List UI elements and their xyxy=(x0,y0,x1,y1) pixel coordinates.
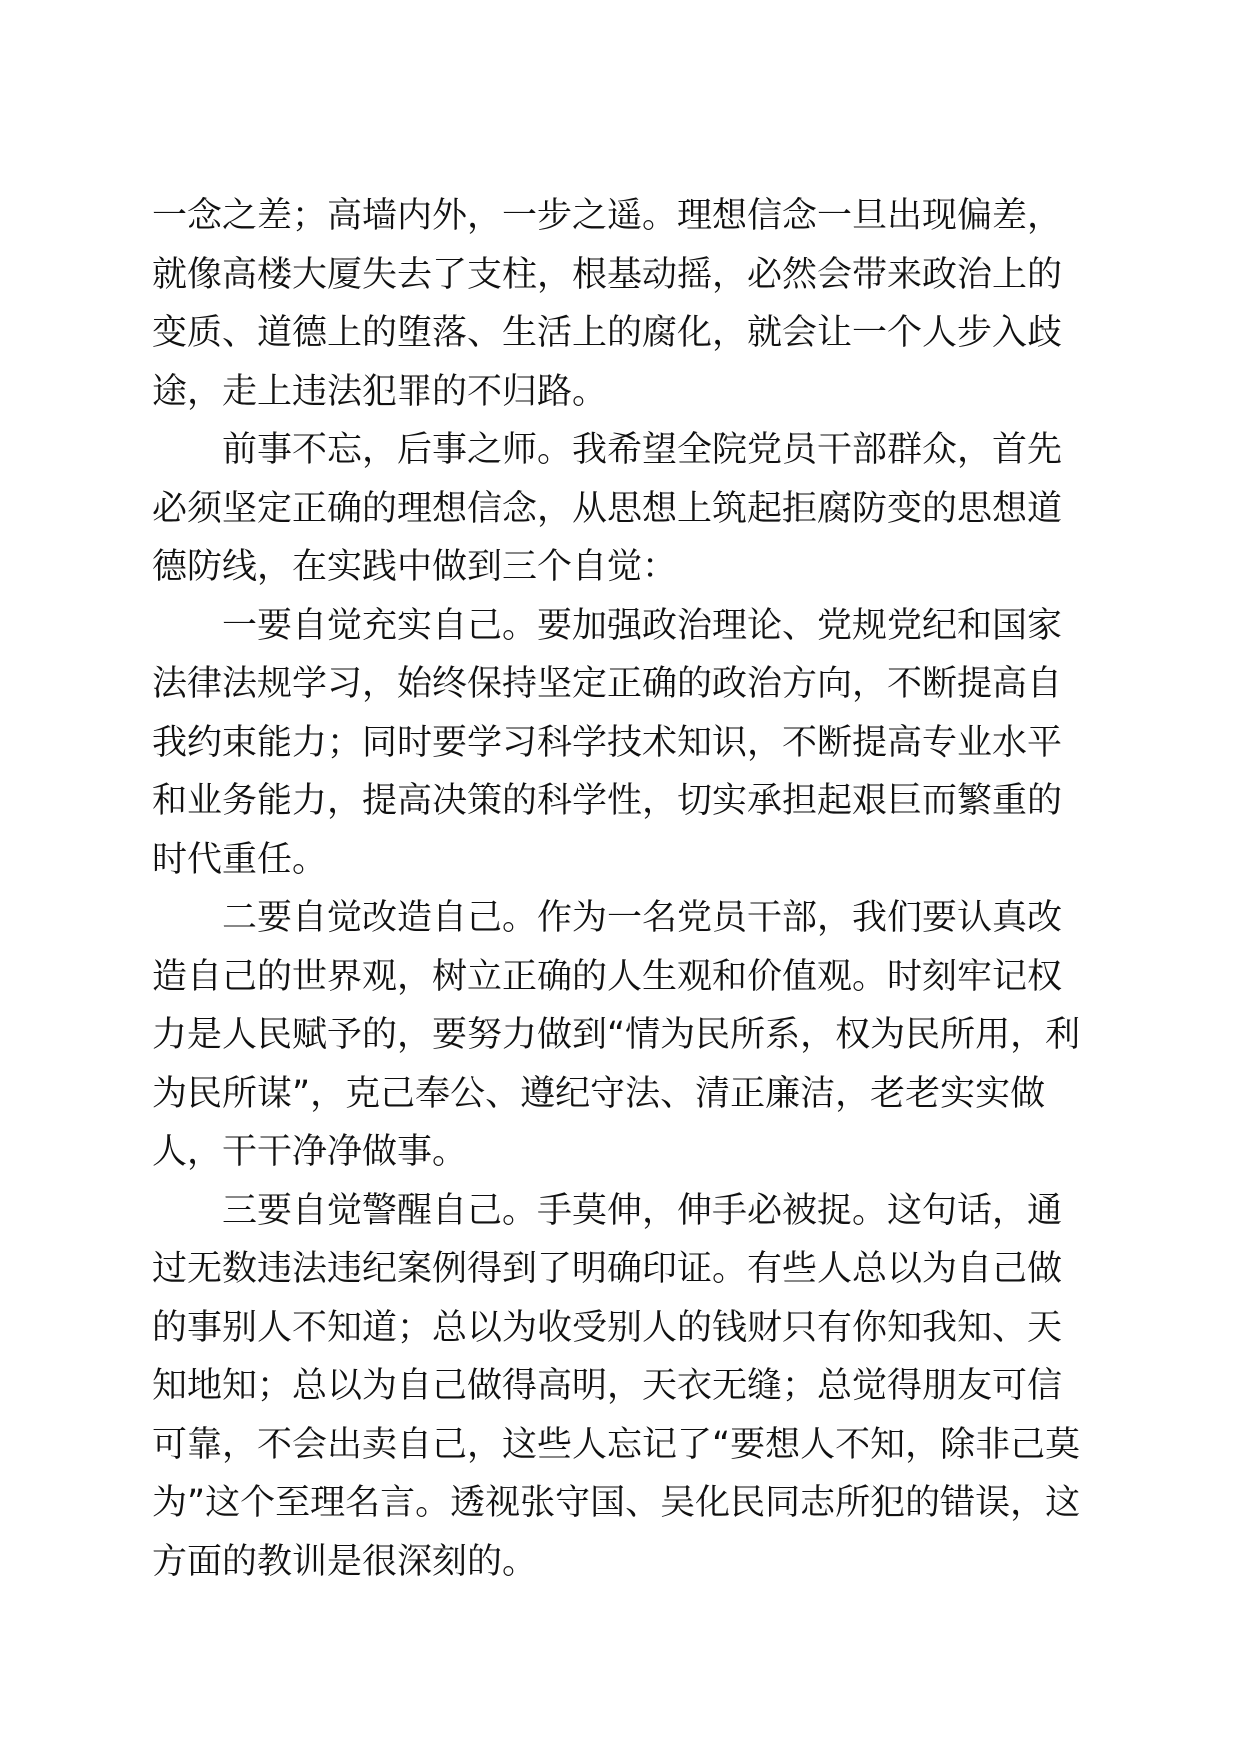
paragraph-enrich-self: 一要自觉充实自己。要加强政治理论、党规党纪和国家法律法规学习，始终保持坚定正确的政治方向，不断提高自我约束能力；同时要学习科学技术知识，不断提高专业水平和业务能力，提高决策的科学性，切实承担起艰巨而繁重的时代重任。 xyxy=(152,605,1063,880)
document-body xyxy=(152,187,1082,1591)
paragraph-reform-self: 二要自觉改造自己。作为一名党员干部，我们要认真改造自己的世界观，树立正确的人生观和价值观。时刻牢记权力是人民赋予的，要努力做到“情为民所系，权为民所用，利为民所谋”，克己奉公、遵纪守法、清正廉洁，老老实实做人，干干净净做事。 xyxy=(152,898,1081,1172)
paragraph-lessons: 前事不忘，后事之师。我希望全院党员干部群众，首先必须坚定正确的理想信念，从思想上筑起拒腐防变的思想道德防线，在实践中做到三个自觉： xyxy=(152,430,1063,587)
paragraph-alert-self: 三要自觉警醒自己。手莫伸，伸手必被捉。这句话，通过无数违法违纪案例得到了明确印证。有些人总以为自己做的事别人不知道；总以为收受别人的钱财只有你知我知、天知地知；总以为自己做得高明，天衣无缝；总觉得朋友可信可靠，不会出卖自己，这些人忘记了“要想人不知，除非己莫为”这个至理名言。透视张守国、吴化民同志所犯的错误，这方面的教训是很深刻的。 xyxy=(152,1190,1081,1582)
paragraph-continuation: 一念之差；高墙内外，一步之遥。理想信念一旦出现偏差，就像高楼大厦失去了支柱，根基动摇，必然会带来政治上的变质、道德上的堕落、生活上的腐化，就会让一个人步入歧途，走上违法犯罪的不归路。 xyxy=(152,196,1063,412)
